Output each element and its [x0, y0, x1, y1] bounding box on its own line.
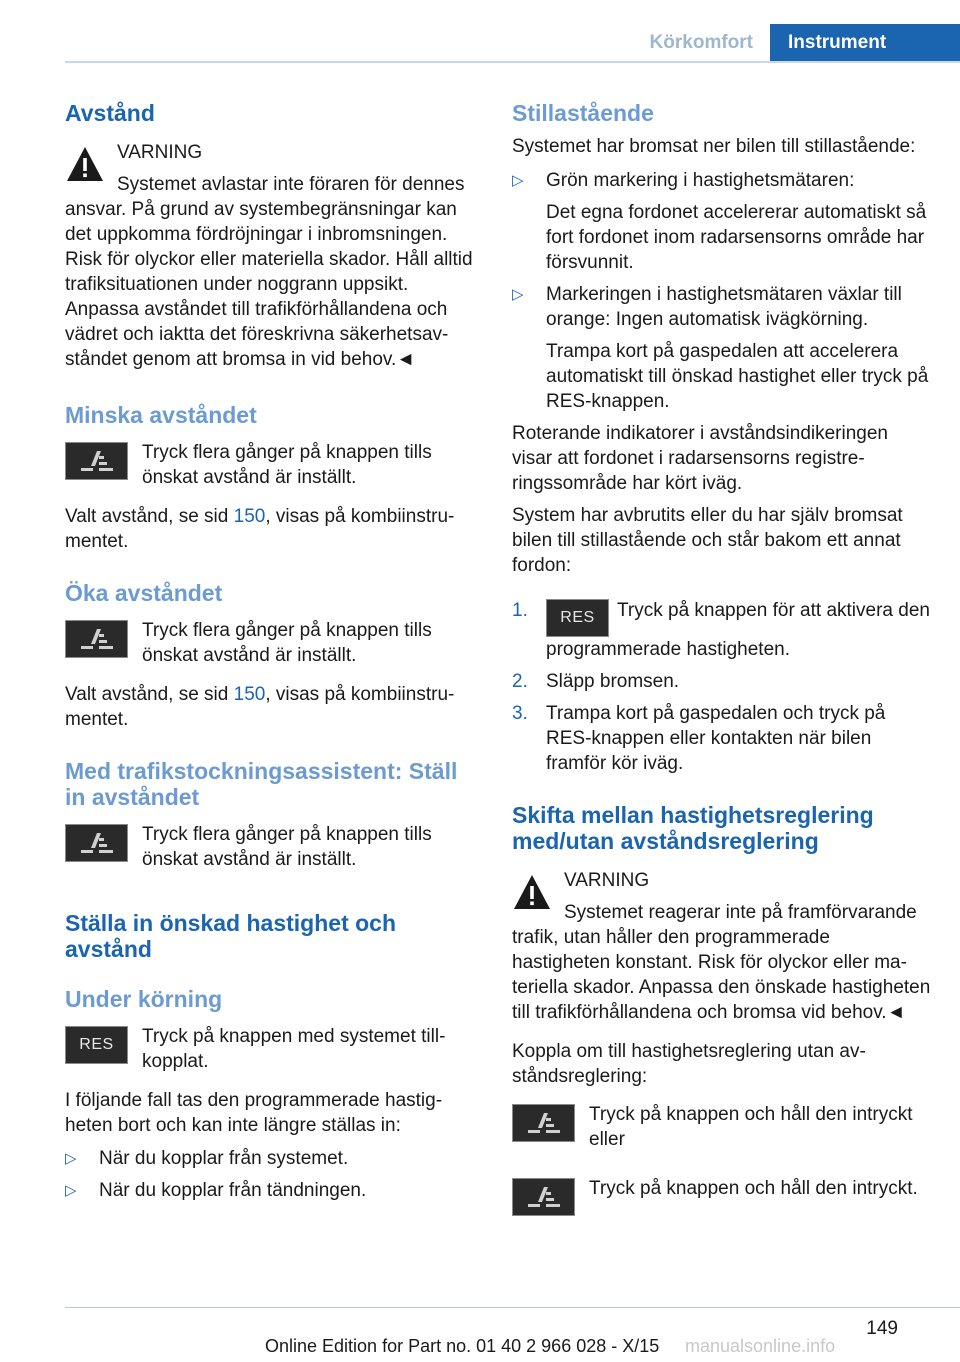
- warning-2-body: Systemet reagerar inte på framförvarande trafik, utan håller den programmerade hastigheten konstant. Risk för olyckor eller materiella skador. Anpassa den önskade hastigheten till trafikförhållandena och bromsa vid behov.◄: [512, 901, 931, 1023]
- btn2-text: Tryck på knappen och håll den intryckt.: [589, 1177, 918, 1199]
- warning-1-body: Systemet avlastar inte föraren för dennes ansvar. På grund av systembegränsningar kan det uppkomma fördröjningar i inbromsningen. Risk för olyckor eller materiella skador. Håll alltid trafiksituationen under noggrann uppsikt. Anpassa avståndet till trafikförhållandena och vädret och iaktta det föreskrivna säkerhetsavståndet genom att bromsa in vid behov.◄: [65, 174, 473, 370]
- step-item: [512, 598, 932, 662]
- step-number: 1.: [512, 600, 528, 621]
- page-number: 149: [866, 1318, 898, 1339]
- warning-icon: [65, 144, 105, 184]
- res-label: RES: [560, 609, 595, 626]
- under-text: Tryck på knappen med systemet tillkopplat.: [142, 1026, 446, 1072]
- minska-block: [65, 440, 481, 490]
- p-roterande: Roterande indikatorer i avståndsindikeringen visar att fordonet i radarsensorns registreringssområde har kört iväg.: [512, 423, 889, 494]
- step-number: 2.: [512, 670, 528, 692]
- header-rule: [65, 61, 960, 63]
- step-text: Trampa kort på gaspedalen och tryck på RES-knappen eller kontakten när bilen framför kör iväg.: [546, 702, 886, 774]
- distance-button-icon: [512, 1104, 575, 1142]
- list-item: [512, 282, 932, 414]
- list-item-body: Trampa kort på gaspedalen att accelerera automatiskt till önskad hastighet eller tryck på RES-knappen.: [546, 341, 929, 412]
- list-item-title: Grön markering i hastighetsmätaren:: [546, 170, 855, 191]
- triangle-bullet-icon: ▷: [65, 1182, 77, 1199]
- btn2-block: [512, 1176, 932, 1201]
- tab-korkomfort[interactable]: Körkomfort: [649, 32, 753, 53]
- distance-button-icon: [512, 1178, 575, 1216]
- res-button-icon: [65, 1026, 128, 1064]
- warning-1-title: VARNING: [117, 142, 203, 163]
- minska-after-post: , visas på kombiinstrumentet.: [65, 506, 455, 552]
- distance-button-icon: [65, 824, 128, 862]
- edition-note: Online Edition for Part no. 01 40 2 966 028 - X/15: [265, 1336, 660, 1356]
- still-bullet-list: [512, 168, 932, 414]
- tab-instrument[interactable]: Instrument: [770, 24, 960, 62]
- p-system: System har avbrutits eller du har själv bromsat bilen till stillastående och står bakom ett annat fordon:: [512, 505, 903, 576]
- minska-after-pre: Valt avstånd, se sid: [65, 506, 234, 527]
- heading-stillastaende: Stillastående: [512, 100, 654, 126]
- list-item-text: När du kopplar från tändningen.: [99, 1180, 367, 1201]
- list-item: [512, 168, 932, 275]
- minska-after: [65, 504, 481, 554]
- step-item: [512, 669, 932, 694]
- distance-button-icon: [65, 442, 128, 480]
- heading-under-korning: Under körning: [65, 986, 223, 1012]
- list-item: [65, 1178, 481, 1203]
- step-text: Tryck på knappen för att aktivera den programmerade hastigheten.: [546, 600, 930, 660]
- btn1-block: [512, 1102, 932, 1152]
- heading-oka: Öka avståndet: [65, 580, 223, 606]
- list-item-title: Markeringen i hastighetsmätaren växlar till orange: Ingen automatisk ivägkörning.: [546, 284, 902, 330]
- heading-avstand: Avstånd: [65, 100, 155, 126]
- left-bullet-list: [65, 1146, 481, 1203]
- right-column: [512, 100, 932, 1220]
- oka-after-post: , visas på kombiinstrumentet.: [65, 684, 455, 730]
- oka-after-pre: Valt avstånd, se sid: [65, 684, 234, 705]
- footer-rule: [65, 1307, 960, 1308]
- oka-block: [65, 618, 481, 668]
- left-column: [65, 100, 481, 1203]
- heading-minska: Minska avståndet: [65, 402, 257, 428]
- heading-stalla-in: Ställa in önskad hastighet och avstånd: [65, 910, 397, 962]
- steps-list: [512, 598, 932, 776]
- warning-2-title: VARNING: [564, 869, 650, 891]
- heading-trafikstockning: Med trafikstockningsassistent: Ställ in avståndet: [65, 758, 458, 810]
- still-intro: Systemet har bromsat ner bilen till stillastående:: [512, 136, 916, 157]
- under-block: [65, 1024, 481, 1074]
- warning-block-1: [65, 140, 481, 372]
- triangle-bullet-icon: ▷: [512, 286, 524, 303]
- oka-text: Tryck flera gånger på knappen tills önskat avstånd är inställt.: [142, 620, 432, 666]
- res-button-icon: [546, 599, 609, 637]
- btn1-text: Tryck på knappen och håll den intryckt eller: [589, 1103, 913, 1150]
- triangle-bullet-icon: ▷: [65, 1150, 77, 1167]
- list-item-text: När du kopplar från systemet.: [99, 1148, 349, 1169]
- oka-after: [65, 682, 481, 732]
- header-tabs: [633, 24, 960, 62]
- page-link-150[interactable]: 150: [233, 684, 266, 705]
- minska-text: Tryck flera gånger på knappen tills önskat avstånd är inställt.: [142, 442, 432, 488]
- watermark: manualsonline.info: [685, 1336, 836, 1356]
- list-item-body: Det egna fordonet accelererar automatiskt så fort fordonet inom radarsensorns område har försvunnit.: [546, 202, 927, 273]
- warning-icon: [512, 872, 552, 912]
- res-label: RES: [79, 1036, 114, 1053]
- step-number: 3.: [512, 702, 528, 724]
- trafik-block: [65, 822, 481, 872]
- page-link-150[interactable]: 150: [233, 506, 266, 527]
- warning-block-2: [512, 868, 932, 1025]
- distance-button-icon: [65, 620, 128, 658]
- step-text: Släpp bromsen.: [546, 670, 680, 692]
- heading-skifta: Skifta mellan hastighetsreglering med/utan avståndsreglering: [512, 801, 874, 854]
- step-item: [512, 701, 932, 776]
- list-item: [65, 1146, 481, 1171]
- under-after: I följande fall tas den programmerade hastigheten bort och kan inte längre ställas in:: [65, 1090, 443, 1136]
- trafik-text: Tryck flera gånger på knappen tills önskat avstånd är inställt.: [142, 824, 432, 870]
- triangle-bullet-icon: ▷: [512, 172, 524, 189]
- p-koppla: Koppla om till hastighetsreglering utan avståndsreglering:: [512, 1040, 866, 1087]
